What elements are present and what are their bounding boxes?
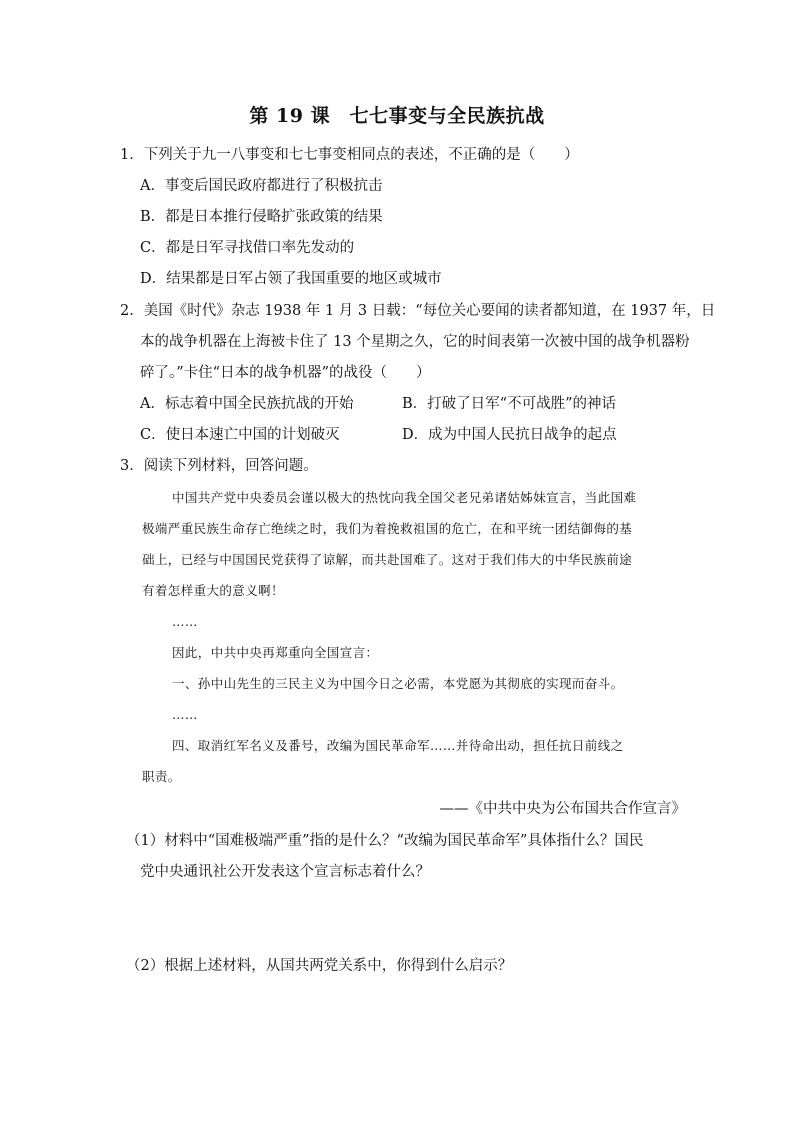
q1-option-b: B．都是日本推行侵略扩张政策的结果 (140, 209, 383, 225)
material-line-1: 中国共产党中央委员会谨以极大的热忱向我全国父老兄弟诸姑姊妹宣言，当此国难 (172, 490, 637, 505)
q3-sub1-line-1: （1）材料中“国难极端严重”指的是什么？“改编为国民革命军”具体指什么？国民 (126, 833, 644, 849)
q1-option-a: A．事变后国民政府都进行了积极抗击 (140, 178, 383, 194)
material-line-6: 因此，中共中央再郑重向全国宣言： (172, 645, 379, 660)
q2-option-d: D．成为中国人民抗日战争的起点 (402, 427, 617, 443)
q2-stem-line-2: 本的战争机器在上海被卡住了 13 个星期之久，它的时间表第一次被中国的战争机器粉 (140, 334, 690, 350)
q2-stem-line-3: 碎了。”卡住“日本的战争机器”的战役（ ） (140, 365, 431, 381)
material-ellipsis-1: …… (172, 614, 198, 629)
material-line-2: 极端严重民族生命存亡绝续之时，我们为着挽救祖国的危亡，在和平统一团结御侮的基 (142, 521, 633, 536)
q2-option-b: B．打破了日军“不可战胜”的神话 (402, 396, 616, 412)
lesson-title: 第 19 课 七七事变与全民族抗战 (249, 105, 545, 127)
material-ellipsis-2: …… (172, 707, 198, 722)
q3-sub2: （2）根据上述材料，从国共两党关系中，你得到什么启示？ (126, 958, 513, 974)
material-line-9: 四、取消红军名义及番号，改编为国民革命军……并待命出动，担任抗日前线之 (172, 738, 624, 753)
q2-option-a: A．标志着中国全民族抗战的开始 (140, 396, 354, 412)
q3-stem: 3．阅读下列材料，回答问题。 (120, 458, 318, 474)
material-line-10: 职责。 (142, 769, 181, 784)
q3-sub1-line-2: 党中央通讯社公开发表这个宣言标志着什么？ (140, 864, 430, 880)
material-line-7: 一、孙中山先生的三民主义为中国今日之必需，本党愿为其彻底的实现而奋斗。 (172, 676, 624, 691)
q1-option-d: D．结果都是日军占领了我国重要的地区或城市 (140, 271, 442, 287)
q1-stem: 1．下列关于九一八事变和七七事变相同点的表述，不正确的是（ ） (120, 147, 579, 163)
material-source: ——《中共中央为公布国共合作宣言》 (439, 801, 686, 817)
q2-option-c: C．使日本速亡中国的计划破灭 (140, 427, 340, 443)
material-line-3: 础上，已经与中国国民党获得了谅解，而共赴国难了。这对于我们伟大的中华民族前途 (142, 552, 633, 567)
material-line-4: 有着怎样重大的意义啊！ (142, 583, 284, 598)
q2-stem-line-1: 2．美国《时代》杂志 1938 年 1 月 3 日载：“每位关心要闻的读者都知道，在 1937 年，日 (120, 303, 716, 319)
q1-option-c: C．都是日军寻找借口率先发动的 (140, 240, 355, 256)
